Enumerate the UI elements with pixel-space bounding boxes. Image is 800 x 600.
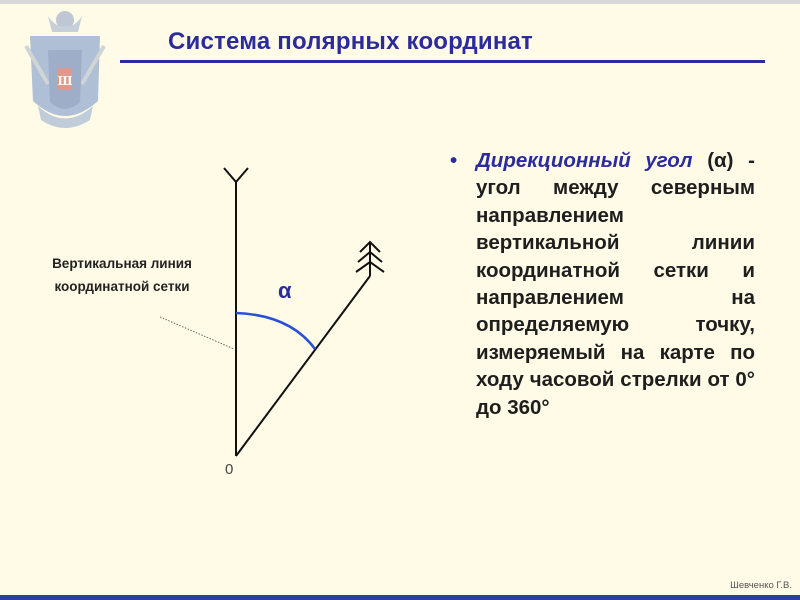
direction-tree-icon bbox=[356, 242, 384, 276]
north-arrow-icon bbox=[224, 168, 248, 182]
origin-label: 0 bbox=[225, 461, 234, 478]
bullet-icon: • bbox=[450, 149, 458, 172]
vertical-line-label: Вертикальная линия координатной сетки bbox=[52, 256, 192, 294]
svg-text:Ш: Ш bbox=[57, 74, 73, 88]
definition-body: (α) - угол между северным направлением вертикальной линии координатной сетки и направлением на определяемую точку, измеряемый на карте по ходу часовой стрелки от 0° до 360° bbox=[476, 149, 756, 419]
definition-list bbox=[450, 147, 755, 421]
angle-arc bbox=[236, 313, 315, 349]
emblem-logo-icon bbox=[18, 6, 113, 136]
author-signature: Шевченко Г.В. bbox=[730, 580, 792, 591]
top-strip bbox=[0, 0, 800, 4]
bottom-strip bbox=[0, 595, 800, 600]
definition-item bbox=[450, 147, 755, 421]
angle-symbol: α bbox=[278, 278, 292, 303]
slide-title: Система полярных координат bbox=[168, 28, 534, 55]
polar-diagram bbox=[0, 150, 440, 490]
title-underline bbox=[120, 60, 765, 63]
definition-term: Дирекционный угол bbox=[476, 149, 693, 172]
direction-line bbox=[236, 276, 370, 456]
label-leader-line bbox=[160, 317, 234, 349]
